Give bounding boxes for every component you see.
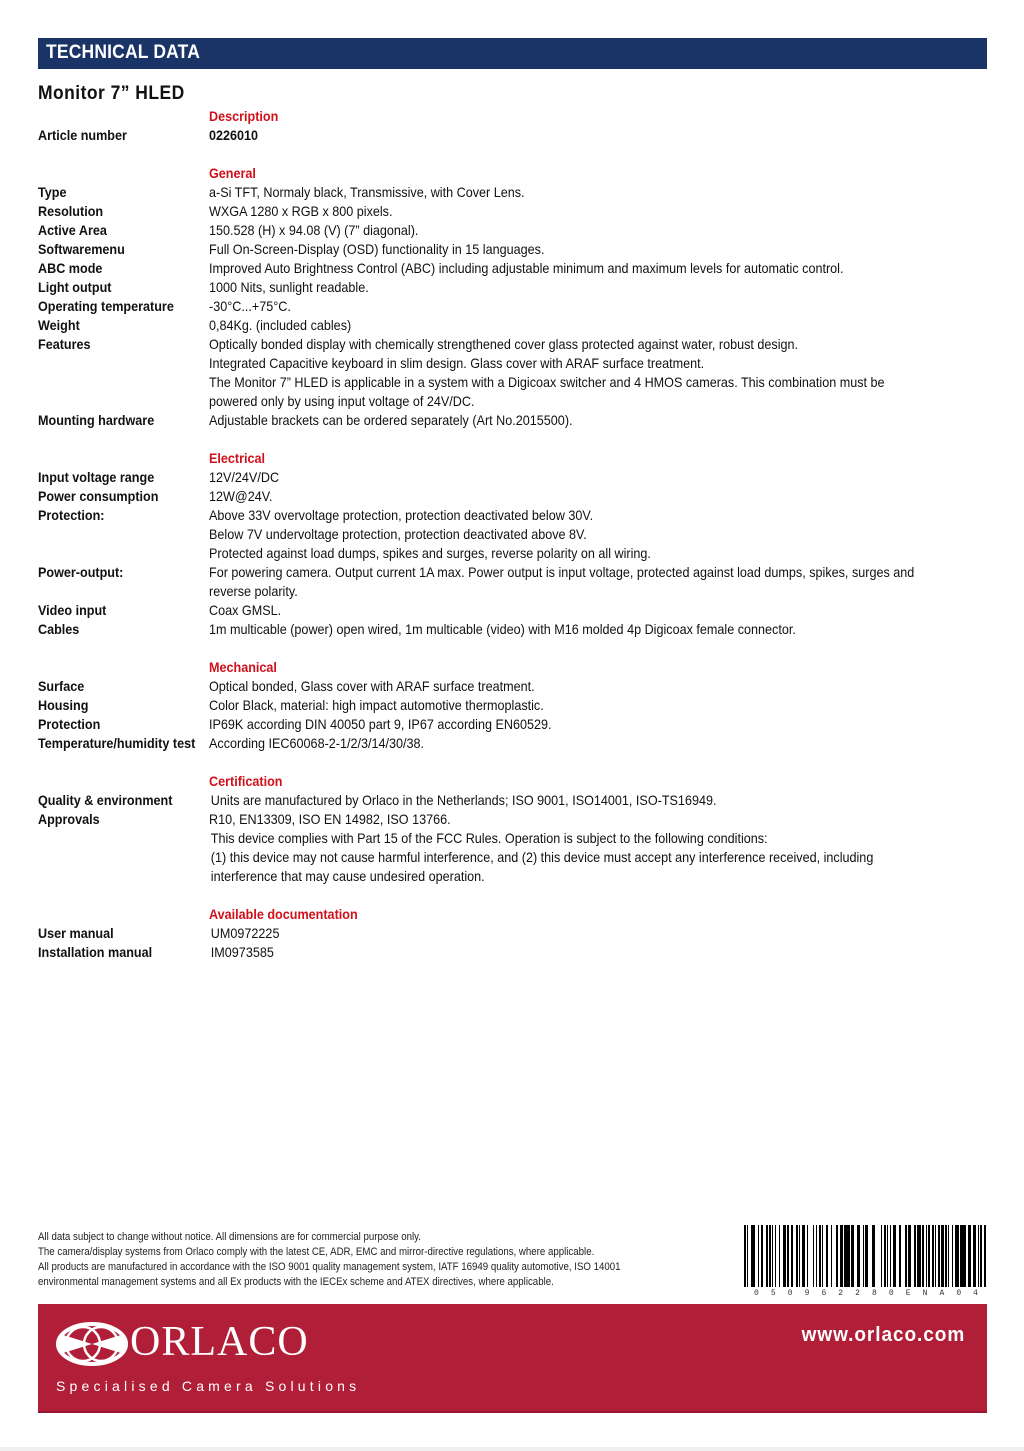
header-bar xyxy=(38,38,987,69)
spec-row xyxy=(38,715,998,734)
spec-value: The Monitor 7” HLED is applicable in a system with a Digicoax switcher and 4 HMOS cameras. This combination must be xyxy=(209,374,885,390)
spec-value: 1000 Nits, sunlight readable. xyxy=(209,279,369,295)
barcode-char: 0 xyxy=(888,1289,894,1298)
barcode-bar xyxy=(847,1225,850,1287)
barcode-bar xyxy=(859,1225,861,1287)
spec-value: IM0973585 xyxy=(210,944,274,960)
spec-label xyxy=(38,525,192,544)
spec-value: a-Si TFT, Normaly black, Transmissive, with Cover Lens. xyxy=(209,184,525,200)
spec-row xyxy=(38,582,998,601)
spec-label: Input voltage range xyxy=(38,469,155,485)
spec-label: Installation manual xyxy=(38,944,153,960)
barcode-bar xyxy=(822,1225,823,1287)
section-spacer xyxy=(38,886,998,905)
spec-row xyxy=(38,677,998,696)
spec-value: Integrated Capacitive keyboard in slim design. Glass cover with ARAF surface treatment. xyxy=(209,355,705,371)
spec-label xyxy=(38,867,192,886)
spec-label xyxy=(38,544,192,563)
section-spacer xyxy=(38,145,998,164)
barcode-bar xyxy=(914,1225,916,1287)
spec-label: Features xyxy=(38,336,91,352)
spec-label: Quality & environment xyxy=(38,792,173,808)
barcode-bar xyxy=(744,1225,746,1287)
spec-label: Surface xyxy=(38,678,85,694)
barcode-bar xyxy=(920,1225,921,1287)
barcode-bar xyxy=(787,1225,789,1287)
website-link[interactable]: www.orlaco.com xyxy=(801,1324,965,1346)
section-heading-text: Description xyxy=(209,108,279,124)
spec-value: Optical bonded, Glass cover with ARAF surface treatment. xyxy=(209,678,535,694)
spec-row xyxy=(38,924,998,943)
section-heading-spacer xyxy=(38,772,192,791)
barcode-bar xyxy=(893,1225,896,1287)
spec-label xyxy=(38,829,192,848)
section-heading-text: General xyxy=(209,165,256,181)
spec-value: -30°C...+75°C. xyxy=(209,298,291,314)
barcode-char: 0 xyxy=(787,1289,793,1298)
barcode-char: 5 xyxy=(770,1289,776,1298)
barcode-bar xyxy=(938,1225,940,1287)
barcode-bar xyxy=(963,1225,966,1287)
spec-row xyxy=(38,126,998,145)
disclaimer-line: environmental management systems and all Ex products with the IECEx scheme and ATEX directives, where applicable. xyxy=(38,1276,554,1288)
spec-value: IP69K according DIN 40050 part 9, IP67 according EN60529. xyxy=(209,716,552,732)
spec-row xyxy=(38,202,998,221)
barcode-bar xyxy=(758,1225,759,1287)
barcode-bar xyxy=(919,1225,920,1287)
brand-name: ORLACO xyxy=(130,1319,309,1365)
spec-value: According IEC60068-2-1/2/3/14/30/38. xyxy=(209,735,425,751)
barcode-bar xyxy=(957,1225,959,1287)
spec-value: Above 33V overvoltage protection, protection deactivated below 30V. xyxy=(209,507,594,523)
barcode-bar xyxy=(984,1225,986,1287)
barcode-char: 0 xyxy=(754,1289,759,1298)
page-bottom-strip xyxy=(0,1447,1024,1451)
spec-value: Color Black, material: high impact automotive thermoplastic. xyxy=(209,697,544,713)
barcode-bar xyxy=(922,1225,924,1287)
spec-value: 1m multicable (power) open wired, 1m multicable (video) with M16 molded 4p Digicoax female connector. xyxy=(209,621,796,637)
spec-row xyxy=(38,734,998,753)
barcode-text xyxy=(744,1289,988,1298)
barcode-char: N xyxy=(922,1289,928,1298)
barcode-bar xyxy=(816,1225,817,1287)
spec-value: 0226010 xyxy=(209,127,259,143)
barcode-char: 6 xyxy=(821,1289,827,1298)
spec-label: Temperature/humidity test xyxy=(38,735,196,751)
spec-row xyxy=(38,696,998,715)
spec-row xyxy=(38,506,998,525)
spec-value: reverse polarity. xyxy=(209,583,298,599)
barcode-bar xyxy=(935,1225,936,1287)
barcode-bar xyxy=(769,1225,772,1287)
spec-row xyxy=(38,316,998,335)
spec-label: Operating temperature xyxy=(38,298,174,314)
spec-row xyxy=(38,943,998,962)
spec-row xyxy=(38,354,998,373)
barcode-bar xyxy=(890,1225,891,1287)
spec-row xyxy=(38,373,998,392)
section-heading-spacer xyxy=(38,164,192,183)
barcode-bar xyxy=(804,1225,805,1287)
spec-row xyxy=(38,240,998,259)
barcode-bar xyxy=(955,1225,956,1287)
barcode-bar xyxy=(942,1225,944,1287)
barcode-bar xyxy=(772,1225,773,1287)
barcode-bar xyxy=(968,1225,971,1287)
spec-row xyxy=(38,563,998,582)
barcode-bar xyxy=(863,1225,864,1287)
spec-label: Resolution xyxy=(38,203,104,219)
spec-row xyxy=(38,620,998,639)
barcode-bar xyxy=(884,1225,886,1287)
spec-row xyxy=(38,487,998,506)
tagline: Specialised Camera Solutions xyxy=(56,1378,361,1394)
barcode-bar xyxy=(948,1225,949,1287)
disclaimer-line: All products are manufactured in accordance with the ISO 9001 quality management system, IATF 16949 quality automotive, ISO 14001 xyxy=(38,1261,621,1273)
disclaimer xyxy=(38,1230,621,1290)
spec-row xyxy=(38,867,998,886)
barcode-bar xyxy=(945,1225,947,1287)
spec-value: 150.528 (H) x 94.08 (V) (7” diagonal). xyxy=(209,222,419,238)
barcode-bar xyxy=(831,1225,833,1287)
spec-value: Full On-Screen-Display (OSD) functionality in 15 languages. xyxy=(209,241,545,257)
spec-label: Power consumption xyxy=(38,488,159,504)
spec-row xyxy=(38,848,998,867)
section-heading-spacer xyxy=(38,449,192,468)
spec-label: User manual xyxy=(38,925,114,941)
barcode-bar xyxy=(753,1225,755,1287)
barcode-bar xyxy=(840,1225,843,1287)
barcode-bar xyxy=(784,1225,787,1287)
section-heading-text: Available documentation xyxy=(209,906,358,922)
barcode-bar xyxy=(813,1225,814,1287)
barcode-bar xyxy=(926,1225,927,1287)
spec-row xyxy=(38,791,998,810)
spec-row xyxy=(38,829,998,848)
barcode-char: 2 xyxy=(855,1289,860,1298)
barcode-bar xyxy=(952,1225,953,1287)
spec-value: 12V/24V/DC xyxy=(209,469,280,485)
barcode-bar xyxy=(905,1225,908,1287)
disclaimer-line: All data subject to change without notice. All dimensions are for commercial purpose only. xyxy=(38,1231,421,1243)
barcode-char: 2 xyxy=(838,1289,844,1298)
barcode-char: E xyxy=(905,1289,911,1298)
barcode-bar xyxy=(766,1225,768,1287)
barcode-bar xyxy=(978,1225,979,1287)
disclaimer-line: The camera/display systems from Orlaco comply with the latest CE, ADR, EMC and mirror-directive regulations, where applicable. xyxy=(38,1246,595,1258)
barcode-bar xyxy=(827,1225,828,1287)
spec-label: Protection: xyxy=(38,507,105,523)
barcode-bar xyxy=(872,1225,875,1287)
barcode-bar xyxy=(807,1225,808,1287)
barcode-char: 0 xyxy=(956,1289,962,1298)
spec-value: Units are manufactured by Orlaco in the Netherlands; ISO 9001, ISO14001, ISO-TS16949. xyxy=(210,792,717,808)
spec-label xyxy=(38,373,192,392)
section-heading-spacer xyxy=(38,658,192,677)
orlaco-lens-logo-icon xyxy=(56,1322,128,1371)
section-heading-spacer xyxy=(38,905,192,924)
spec-label xyxy=(38,354,192,373)
section-heading-certification xyxy=(38,772,998,791)
spec-label: Mounting hardware xyxy=(38,412,155,428)
footer-banner xyxy=(38,1304,987,1413)
spec-row xyxy=(38,810,998,829)
spec-value: Protected against load dumps, spikes and surges, reverse polarity on all wiring. xyxy=(209,545,651,561)
spec-row xyxy=(38,259,998,278)
barcode-char: 4 xyxy=(973,1289,978,1298)
spec-label: Cables xyxy=(38,621,80,637)
barcode-bar xyxy=(980,1225,983,1287)
spec-row xyxy=(38,525,998,544)
barcode-bar xyxy=(802,1225,803,1287)
section-heading-text: Electrical xyxy=(209,450,266,466)
section-spacer xyxy=(38,430,998,449)
spec-row xyxy=(38,392,998,411)
barcode-bar xyxy=(974,1225,976,1287)
spec-row xyxy=(38,544,998,563)
spec-value: powered only by using input voltage of 24V/DC. xyxy=(209,393,475,409)
barcode-bar xyxy=(881,1225,882,1287)
spec-value: R10, EN13309, ISO EN 14982, ISO 13766. xyxy=(209,811,451,827)
spec-label: ABC mode xyxy=(38,260,103,276)
barcode-bar xyxy=(836,1225,838,1287)
barcode-bars xyxy=(744,1225,988,1287)
spec-label: Video input xyxy=(38,602,107,618)
section-heading-mechanical xyxy=(38,658,998,677)
product-title: Monitor 7” HLED xyxy=(38,83,185,104)
spec-value: Coax GMSL. xyxy=(209,602,282,618)
barcode-bar xyxy=(791,1225,793,1287)
spec-row xyxy=(38,601,998,620)
barcode-bar xyxy=(819,1225,822,1287)
barcode-bar xyxy=(887,1225,888,1287)
barcode-char: 9 xyxy=(804,1289,810,1298)
spec-value: 0,84Kg. (included cables) xyxy=(209,317,352,333)
spec-row xyxy=(38,411,998,430)
spec-value: Improved Auto Brightness Control (ABC) including adjustable minimum and maximum levels for automatic control. xyxy=(209,260,844,276)
spec-label: Article number xyxy=(38,127,127,143)
barcode-bar xyxy=(928,1225,931,1287)
spec-label: Housing xyxy=(38,697,89,713)
spec-label xyxy=(38,848,192,867)
section-heading-electrical xyxy=(38,449,998,468)
barcode-bar xyxy=(852,1225,854,1287)
barcode-bar xyxy=(797,1225,798,1287)
section-heading-general xyxy=(38,164,998,183)
spec-label: Approvals xyxy=(38,811,100,827)
spec-row xyxy=(38,297,998,316)
barcode-char: A xyxy=(939,1289,945,1298)
spec-value: For powering camera. Output current 1A max. Power output is input voltage, protected against load dumps, spikes, surges and xyxy=(209,564,915,580)
spec-label: Protection xyxy=(38,716,101,732)
spec-value: interference that may cause undesired operation. xyxy=(210,868,485,884)
section-heading-documentation xyxy=(38,905,998,924)
spec-value: Adjustable brackets can be ordered separately (Art No.2015500). xyxy=(209,412,573,428)
spec-value: WXGA 1280 x RGB x 800 pixels. xyxy=(209,203,393,219)
spec-row xyxy=(38,335,998,354)
spec-row xyxy=(38,278,998,297)
spec-label xyxy=(38,392,192,411)
spec-value: UM0972225 xyxy=(210,925,280,941)
spec-label xyxy=(38,582,192,601)
page-title: TECHNICAL DATA xyxy=(46,42,201,63)
barcode-bar xyxy=(799,1225,800,1287)
spec-value: Below 7V undervoltage protection, protection deactivated above 8V. xyxy=(209,526,587,542)
barcode-bar xyxy=(779,1225,780,1287)
spec-row xyxy=(38,468,998,487)
spec-label: Power-output: xyxy=(38,564,124,580)
spec-label: Active Area xyxy=(38,222,107,238)
spec-label: Weight xyxy=(38,317,80,333)
barcode-bar xyxy=(932,1225,934,1287)
barcode-bar xyxy=(762,1225,763,1287)
specifications xyxy=(38,107,998,962)
spec-label: Light output xyxy=(38,279,112,295)
section-heading-text: Mechanical xyxy=(209,659,277,675)
section-heading-text: Certification xyxy=(209,773,283,789)
spec-label: Softwaremenu xyxy=(38,241,125,257)
barcode-bar xyxy=(747,1225,749,1287)
section-spacer xyxy=(38,753,998,772)
spec-row xyxy=(38,183,998,202)
spec-value: This device complies with Part 15 of the FCC Rules. Operation is subject to the following conditions: xyxy=(210,830,768,846)
barcode-bar xyxy=(867,1225,868,1287)
section-heading-description xyxy=(38,107,998,126)
spec-value: (1) this device may not cause harmful interference, and (2) this device must accept any interference received, including xyxy=(210,849,874,865)
spec-value: 12W@24V. xyxy=(209,488,273,504)
spec-label: Type xyxy=(38,184,67,200)
section-spacer xyxy=(38,639,998,658)
barcode-char: 8 xyxy=(872,1289,877,1298)
barcode-bar xyxy=(899,1225,901,1287)
barcode xyxy=(744,1225,988,1299)
barcode-bar xyxy=(775,1225,776,1287)
spec-value: Optically bonded display with chemically strengthened cover glass protected against water, robust design. xyxy=(209,336,799,352)
spec-row xyxy=(38,221,998,240)
barcode-bar xyxy=(909,1225,911,1287)
section-heading-spacer xyxy=(38,107,192,126)
